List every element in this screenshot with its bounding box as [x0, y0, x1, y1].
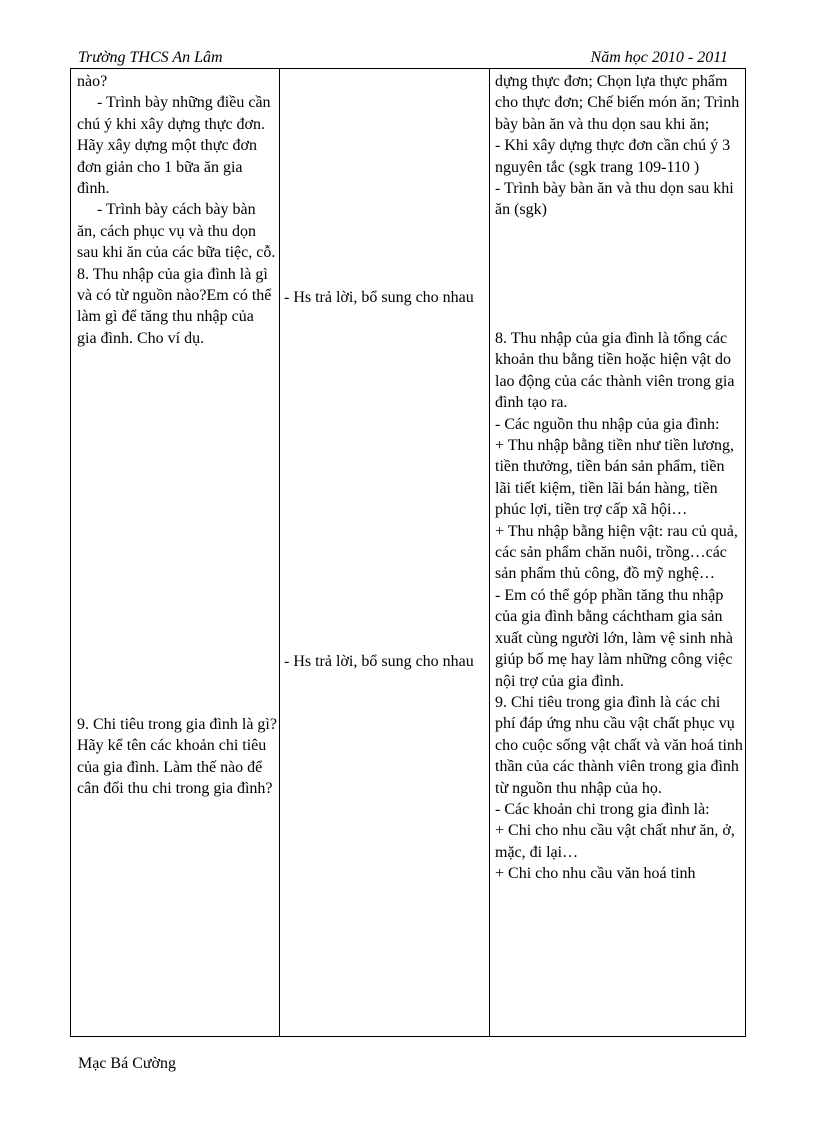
question-9: 9. Chi tiêu trong gia đình là gì? Hãy kể tên các khoản chi tiêu của gia đình. Làm thế nào để cân đối thu chi trong gia đình? — [77, 716, 277, 798]
student-activity-1: - Hs trả lời, bổ sung cho nhau — [284, 289, 474, 306]
answers-column — [495, 69, 743, 1036]
answer-spending-material: + Chi cho nhu cầu vật chất như ăn, ở, mặc, đi lại… — [495, 822, 735, 861]
activities-column — [284, 69, 484, 1036]
page-header — [78, 49, 728, 69]
answer-menu-principles: - Khi xây dựng thực đơn cần chú ý 3 nguyên tắc (sgk trang 109-110 ) — [495, 137, 731, 176]
column-divider-1 — [279, 69, 280, 1036]
answer-spending-definition: 9. Chi tiêu trong gia đình là các chi phí đáp ứng nhu cầu vật chất phục vụ cho cuộc sống vật chất và văn hoá tinh thần của các thành viên trong gia đình từ nguồn thu nhập của họ. — [495, 693, 743, 797]
school-name: Trường THCS An Lâm — [78, 49, 223, 66]
answer-income-definition: 8. Thu nhập của gia đình là tổng các khoản thu bằng tiền hoặc hiện vật do lao động của các thành viên trong gia đình tạo ra. — [495, 330, 735, 412]
lesson-table — [70, 69, 746, 1037]
question-table-setting: - Trình bày cách bày bàn ăn, cách phục vụ và thu dọn sau khi ăn của các bữa tiệc, cỗ. — [77, 201, 276, 262]
answer-income-sources: - Các nguồn thu nhập của gia đình: — [495, 415, 720, 433]
answer-income-contribution: - Em có thể góp phần tăng thu nhập của gia đình bằng cáchtham gia sản xuất cùng người lớn, làm vệ sinh nhà giúp bố mẹ hay làm những công việc nội trợ của gia đình. — [495, 586, 733, 690]
student-activity-2: - Hs trả lời, bổ sung cho nhau — [284, 653, 474, 670]
answer-spending-culture: + Chi cho nhu cầu văn hoá tinh — [495, 865, 696, 883]
questions-column — [77, 69, 277, 1036]
answer-menu-steps: dựng thực đơn; Chọn lựa thực phẩm cho thực đơn; Chế biến món ăn; Trình bày bàn ăn và thu dọn sau khi ăn; — [495, 73, 740, 133]
author-name: Mạc Bá Cường — [78, 1055, 177, 1072]
answer-income-money: + Thu nhập bằng tiền như tiền lương, tiền thưởng, tiền bán sản phẩm, tiền lãi tiết kiệm, tiền lãi bán hàng, tiền phúc lợi, tiền trợ cấp xã hội… — [495, 437, 734, 519]
answer-table-setting: - Trình bày bàn ăn và thu dọn sau khi ăn (sgk) — [495, 180, 734, 219]
school-year: Năm học 2010 - 2011 — [590, 49, 728, 66]
column-divider-2 — [489, 69, 490, 1036]
question-8: 8. Thu nhập của gia đình là gì và có từ nguồn nào?Em có thể làm gì để tăng thu nhập của gia đình. Cho ví dụ. — [77, 265, 272, 347]
answer-income-goods: + Thu nhập bằng hiện vật: rau củ quả, các sản phẩm chăn nuôi, trồng…các sản phẩm thủ công, đồ mỹ nghệ… — [495, 522, 738, 583]
answer-spending-items: - Các khoản chi trong gia đình là: — [495, 800, 710, 818]
question-menu: - Trình bày những điều cần chú ý khi xây dựng thực đơn. Hãy xây dựng một thực đơn đơn giản cho 1 bữa ăn gia đình. — [77, 94, 271, 198]
question-fragment: nào? — [77, 73, 108, 90]
